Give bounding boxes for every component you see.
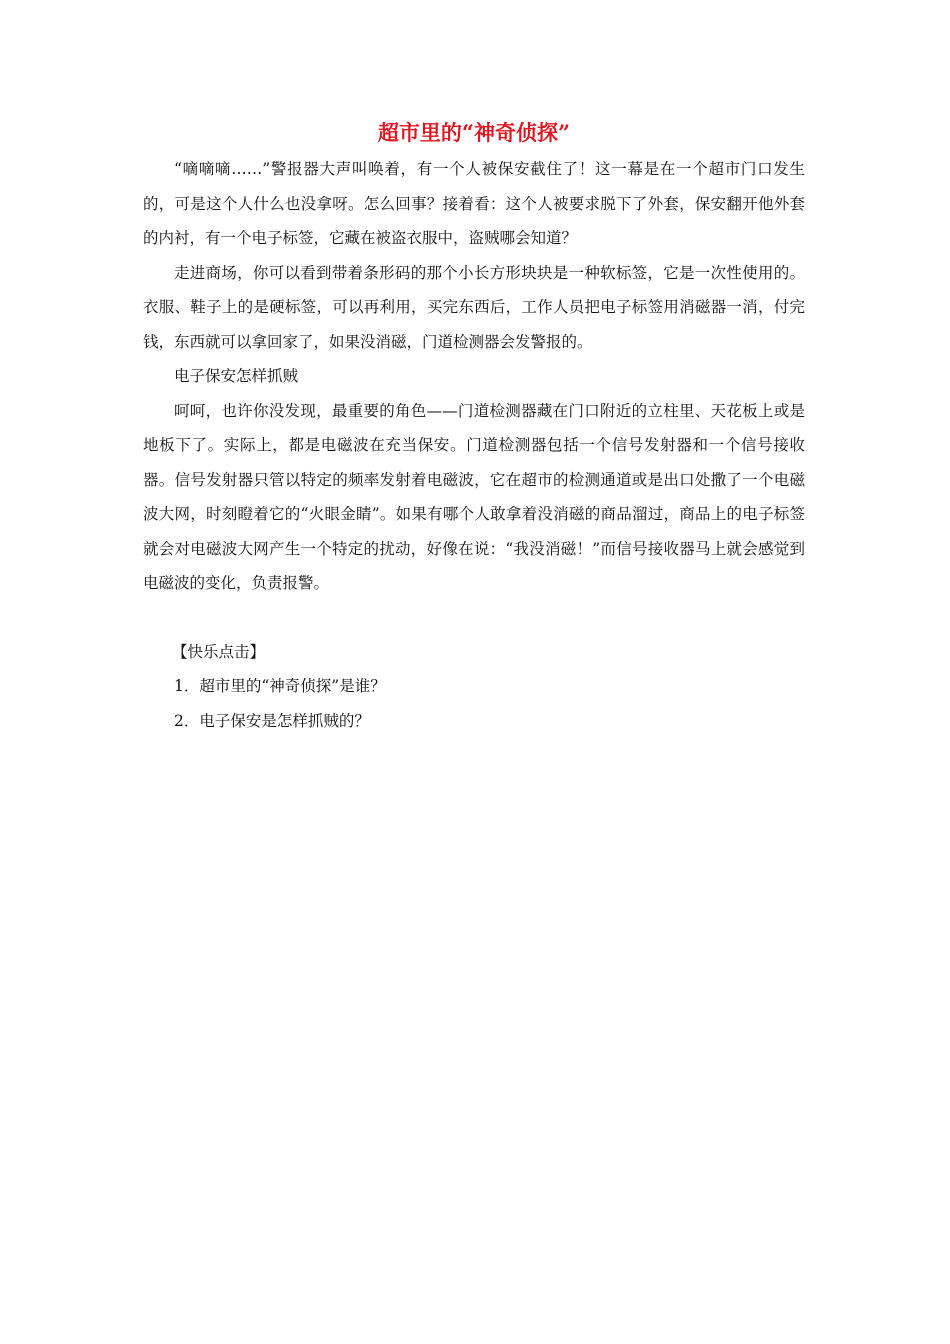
section-subheading: 电子保安怎样抓贼 (174, 367, 299, 385)
question-item: 2．电子保安是怎样抓贼的？ (174, 711, 370, 730)
question-item: 1．超市里的“神奇侦探”是谁？ (174, 677, 386, 695)
paragraph-1: “嘀嘀嘀……”警报器大声叫唤着，有一个人被保安截住了！这一幕是在一个超市门口发生的，可是这个人什么也没拿呀。怎么回事？接着看：这个人被要求脱下了外套，保安翻开他外套的内衬，有一个电子标签，它藏在被盗衣服中，盗贼哪会知道？ (143, 160, 805, 247)
exercise-label: 【快乐点击】 (172, 642, 266, 661)
paragraph-3: 呵呵，也许你没发现，最重要的角色——门道检测器藏在门口附近的立柱里、天花板上或是地板下了。实际上，都是电磁波在充当保安。门道检测器包括一个信号发射器和一个信号接收器。信号发射器只管以特定的频率发射着电磁波，它在超市的检测通道或是出口处撒了一个电磁波大网，时刻瞪着它的“火眼金睛”。如果有哪个人敢拿着没消磁的商品溜过，商品上的电子标签就会对电磁波大网产生一个特定的扰动，好像在说：“我没消磁！”而信号接收器马上就会感觉到电磁波的变化，负责报警。 (143, 401, 805, 592)
question-list (143, 669, 805, 738)
document-page (143, 118, 805, 738)
article-title: 超市里的“神奇侦探” (377, 120, 571, 145)
blank-line (143, 601, 805, 635)
paragraph-2: 走进商场，你可以看到带着条形码的那个小长方形块块是一种软标签，它是一次性使用的。衣服、鞋子上的是硬标签，可以再利用，买完东西后，工作人员把电子标签用消磁器一消，付完钱，东西就可以拿回家了，如果没消磁，门道检测器会发警报的。 (143, 263, 805, 351)
